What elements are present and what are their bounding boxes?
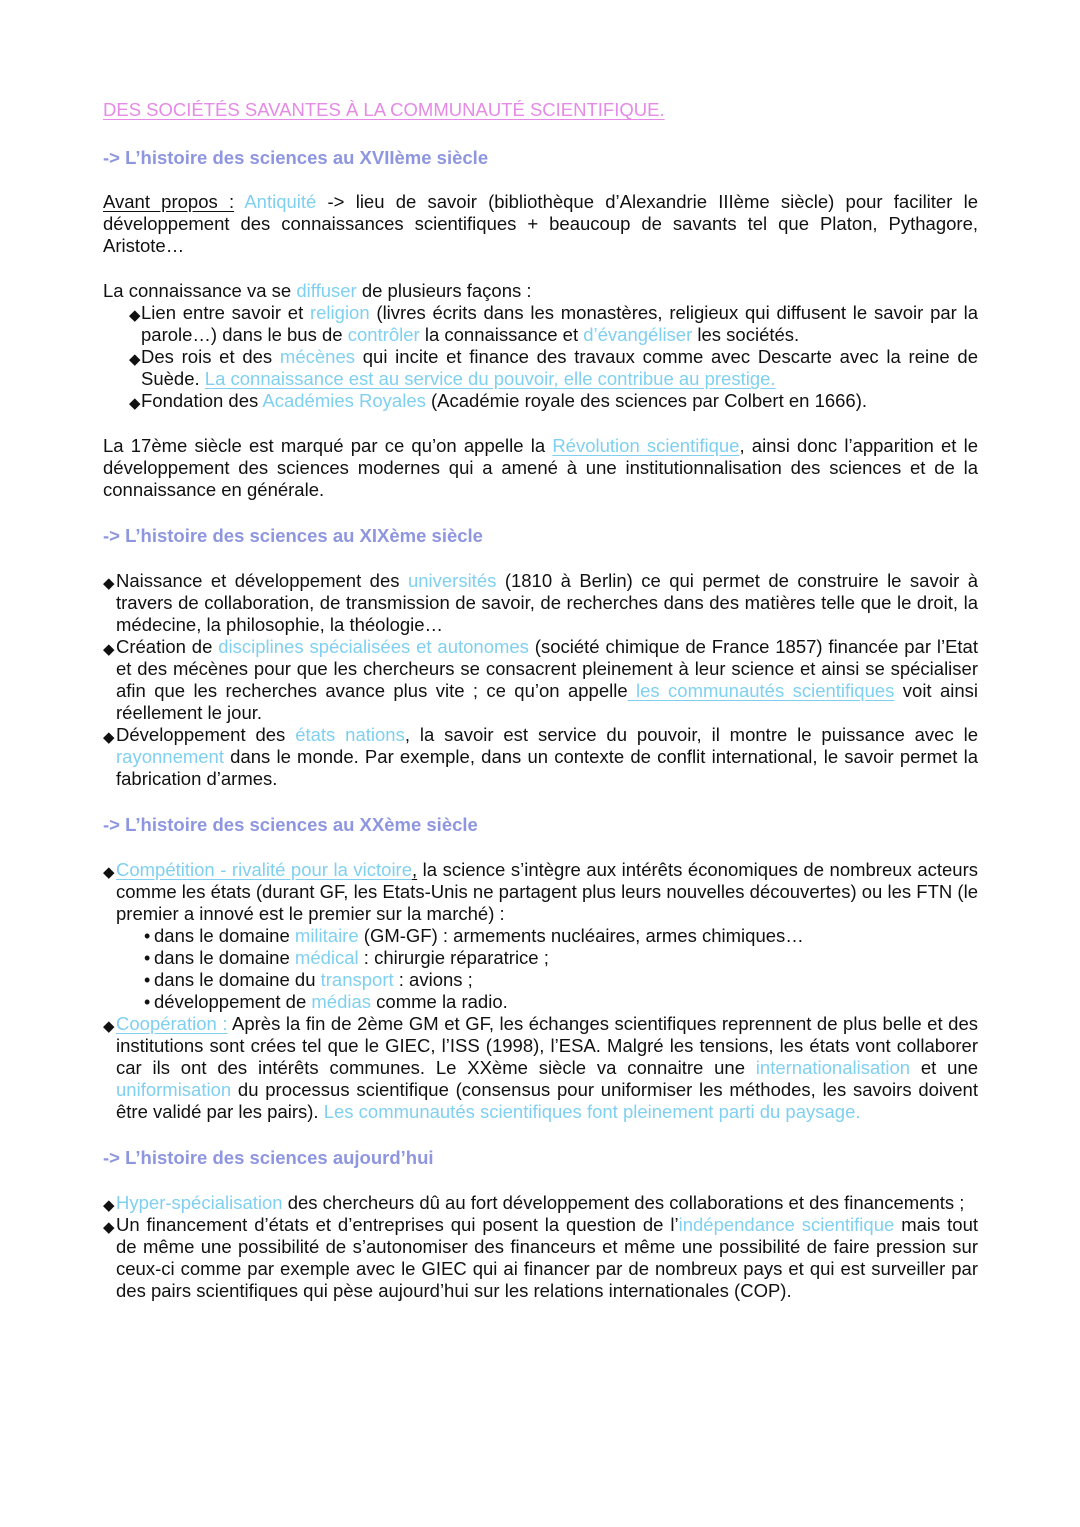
diamond-bullet-icon: ◆ [103,1197,115,1214]
text-run: développement de [154,991,312,1012]
section-heading-19th: -> L’histoire des sciences au XIXème siècle [103,525,483,546]
diamond-bullet-icon: ◆ [103,1219,115,1236]
highlight-etats-nations: états nations [295,724,405,745]
list-today [103,1192,978,1302]
text-run: qui incite et finance des travaux comme avec Descarte avec la reine de Suède. [141,346,978,389]
text-run: la connaissance et [419,324,584,345]
text-run: (1810 à Berlin) ce qui permet de construire le savoir à travers de collaboration, de transmission de savoir, de recherches dans des matières telle que le droit, la médecine, la philosophie, la théologie… [116,570,979,635]
highlight-communautes-scientifiques: les communautés scientifiques [627,680,895,701]
diamond-bullet-icon: ◆ [103,1018,115,1035]
highlight-mecenes: mécènes [279,346,355,367]
highlight-medias: médias [311,991,372,1012]
text-run: (Académie royale des sciences par Colbert en 1666). [425,390,868,411]
highlight-communautes-paysage: Les communautés scientifiques font pleinement parti du paysage. [323,1101,861,1122]
dot-bullet-icon: • [144,970,151,990]
highlight-controler: contrôler [347,324,420,345]
diamond-bullet-icon: ◆ [103,575,115,592]
highlight-revolution-scientifique: Révolution scientifique [552,435,740,456]
text-run: , la savoir est service du pouvoir, il montre le puissance avec le [404,724,978,745]
list-item [103,1192,978,1214]
sublist-item [140,969,978,991]
avant-propos-label: Avant propos : [103,191,235,212]
list-item [103,859,978,1013]
text-run: voit ainsi réellement le jour. [116,680,978,723]
paragraph-avant-propos [103,191,978,257]
section-heading-today: -> L’histoire des sciences aujourd’hui [103,1147,434,1168]
text-run: dans le domaine du [154,969,321,990]
highlight-medical: médical [294,947,359,968]
text-run: La 17ème siècle est marqué par ce qu’on appelle la [103,435,553,456]
text-run: Naissance et développement des [116,570,408,591]
text-run: Un financement d’états et d’entreprises qui posent la question de l’ [116,1214,679,1235]
list-item [103,1013,978,1123]
highlight-antiquite: Antiquité [244,191,317,212]
list-item [103,346,978,390]
list-20th [103,859,978,1123]
highlight-militaire: militaire [294,925,359,946]
highlight-independance: indépendance scientifique [678,1214,895,1235]
text-run: Développement des [116,724,296,745]
diamond-bullet-icon: ◆ [103,729,115,746]
text-run: (société chimique de France 1857) financée par l’Etat et des mécènes pour que les chercheurs se consacrent pleinement à leur science et ainsi se spécialiser afin que les recherches avance plus vite ; ce qu’on appelle [116,636,978,701]
text-run: les sociétés. [692,324,800,345]
dot-bullet-icon: • [144,948,151,968]
section-heading-20th: -> L’histoire des sciences au XXème siècle [103,814,478,835]
avant-propos-text: -> lieu de savoir (bibliothèque d’Alexandrie IIIème siècle) pour faciliter le développement des connaissances scientifiques + beaucoup de savants tel que Platon, Pythagore, Aristote… [103,191,978,256]
text-run: Lien entre savoir et [141,302,310,323]
paragraph-diffusion-intro [103,280,978,302]
text-run: Création de [116,636,219,657]
diamond-bullet-icon: ◆ [129,351,141,368]
sublist-item [140,925,978,947]
highlight-transport: transport [320,969,394,990]
highlight-cooperation: Coopération : [116,1013,228,1034]
dot-bullet-icon: • [144,926,151,946]
highlight-universites: universités [407,570,497,591]
paragraph-revolution [103,435,978,501]
highlight-disciplines: disciplines spécialisées et autonomes [218,636,529,657]
text-run: de plusieurs façons : [356,280,532,301]
list-item [103,636,978,724]
text-run: La connaissance va se [103,280,297,301]
list-item [103,302,978,346]
text-run: mais tout de même une possibilité de s’autonomiser des financeurs et même une possibilité de faire pression sur ceux-ci comme par exemple avec le GIEC qui ai financer par de nombreux pays et qui est surveiller par des pairs scientifiques qui pèse aujourd’hui sur les relations internationales (COP). [116,1214,978,1301]
sublist-item [140,991,978,1013]
text-run: dans le domaine [154,947,295,968]
list-item [103,390,978,412]
highlight-uniformisation: uniformisation [116,1079,232,1100]
document-title: DES SOCIÉTÉS SAVANTES À LA COMMUNAUTÉ SCIENTIFIQUE. [103,99,665,120]
text-run: , ainsi donc l’apparition et le développement des sciences modernes qui a amené à une institutionnalisation des sciences et de la connaissance en générale. [103,435,978,500]
text-run: Des rois et des [141,346,280,367]
dot-bullet-icon: • [144,992,151,1012]
list-diffusion [103,302,978,412]
highlight-competition: Compétition - rivalité pour la victoire [116,859,412,880]
text-run: (GM-GF) : armements nucléaires, armes chimiques… [358,925,804,946]
text-run: Après la fin de 2ème GM et GF, les échanges scientifiques reprennent de plus belle et des institutions sont crées tel que le GIEC, l’ISS (1998), l’ESA. Malgré les tensions, les états vont collaborer car ils ont des intérêts communes. Le XXème siècle va connaitre une [116,1013,978,1078]
text-run: Fondation des [141,390,263,411]
text-run: dans le monde. Par exemple, dans un contexte de conflit international, le savoir permet la fabrication d’armes. [116,746,978,789]
list-item [103,1214,978,1302]
sublist-item [140,947,978,969]
text-run: du processus scientifique (consensus pour uniformiser les méthodes, les savoirs doivent être validé par les pairs). [116,1079,978,1122]
diamond-bullet-icon: ◆ [129,307,141,324]
list-item [103,570,978,636]
diamond-bullet-icon: ◆ [129,395,141,412]
list-item [103,724,978,790]
text-run: comme la radio. [371,991,508,1012]
text-run: la science s’intègre aux intérêts économiques de nombreux acteurs comme les états (durant GF, les Etats-Unis ne partagent plus leurs nouvelles découvertes) ou les FTN (le premier a innové est le premier sur la marché) : [116,859,978,924]
text-run: des chercheurs dû au fort développement des collaborations et des financements ; [282,1192,965,1213]
section-heading-17th: -> L’histoire des sciences au XVIIème siècle [103,147,489,168]
highlight-evangeliser: d’évangéliser [583,324,693,345]
highlight-pouvoir-prestige: La connaissance est au service du pouvoir, elle contribue au prestige. [204,368,776,389]
sublist-domaines [140,925,978,1013]
highlight-internationalisation: internationalisation [755,1057,911,1078]
text-run: : chirurgie réparatrice ; [358,947,549,968]
text-run: : avions ; [393,969,473,990]
highlight-rayonnement: rayonnement [116,746,224,767]
text-run: dans le domaine [154,925,295,946]
highlight-diffuser: diffuser [296,280,357,301]
list-19th [103,570,978,790]
highlight-hyper-specialisation: Hyper-spécialisation [116,1192,283,1213]
highlight-academies: Académies Royales [262,390,426,411]
text-run: (livres écrits dans les monastères, religieux qui diffusent le savoir par la parole…) dans le bus de [141,302,978,345]
highlight-religion: religion [309,302,370,323]
text-run: et une [910,1057,978,1078]
diamond-bullet-icon: ◆ [103,864,115,881]
text-run: , [412,859,418,880]
diamond-bullet-icon: ◆ [103,641,115,658]
